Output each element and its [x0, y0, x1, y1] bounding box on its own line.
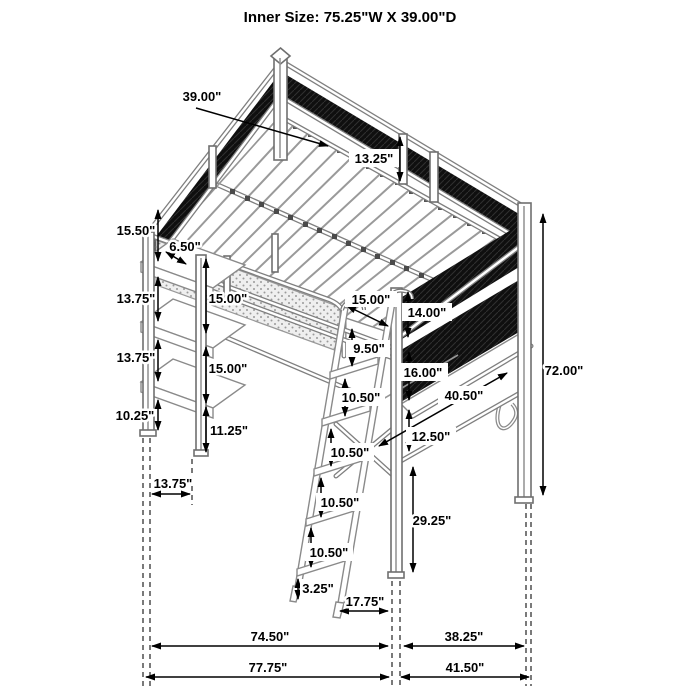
dim-shelf-gap-front-3: 11.25"	[210, 423, 248, 438]
diagram-title: Inner Size: 75.25"W X 39.00"D	[243, 9, 457, 26]
desk-hanger-2	[272, 234, 278, 272]
dim-depth-inner: 38.25"	[444, 629, 484, 644]
dim-shelf-depth-floor: 13.75"	[153, 476, 193, 491]
dim-ladder-opening: 15.00"	[351, 292, 391, 307]
dim-width-inner: 74.50"	[250, 629, 290, 644]
dim-shelf-offset: 6.50"	[169, 239, 201, 254]
dim-frame-to-shelf1: 15.50"	[116, 223, 156, 238]
dim-shelf-gap-rear-3: 10.25"	[115, 408, 155, 423]
dim-leg-height: 29.25"	[412, 513, 452, 528]
dim-ladder-foot: 3.25"	[302, 581, 334, 596]
dim-depth-outer: 41.50"	[445, 660, 485, 675]
dim-total-height: 72.00"	[544, 363, 584, 378]
dim-deck-depth: 39.00"	[182, 89, 222, 104]
dim-ladder-top-gap: 9.50"	[353, 341, 385, 356]
ladder-right-foot	[333, 602, 344, 618]
dim-width-outer: 77.75"	[248, 660, 288, 675]
dim-rung-gap-1: 10.50"	[341, 390, 381, 405]
desk-u-bracket	[497, 404, 516, 428]
ne-rail-post-2	[430, 152, 438, 202]
dim-panel-lower: 16.00"	[403, 365, 443, 380]
nw-rail-post	[209, 146, 216, 188]
dim-shelf-gap-front-1: 15.00"	[208, 291, 248, 306]
dim-shelf-gap-front-2: 15.00"	[208, 361, 248, 376]
right-rear-foot	[515, 497, 533, 503]
dim-rail-height: 13.25"	[354, 151, 394, 166]
dim-desk-rail-gap: 12.50"	[411, 429, 451, 444]
shelf-unit	[141, 239, 245, 418]
dim-ladder-offset: 17.75"	[345, 594, 385, 609]
dim-rung-gap-2: 10.50"	[330, 445, 370, 460]
dim-rung-gap-3: 10.50"	[320, 495, 360, 510]
dim-panel-upper: 14.00"	[407, 305, 447, 320]
dim-rung-gap-4: 10.50"	[309, 545, 349, 560]
dim-shelf-gap-rear-1: 13.75"	[116, 291, 156, 306]
dim-side-desk-length: 40.50"	[444, 388, 484, 403]
right-front-foot	[388, 572, 404, 578]
left-rear-foot	[140, 430, 156, 436]
dim-shelf-gap-rear-2: 13.75"	[116, 350, 156, 365]
